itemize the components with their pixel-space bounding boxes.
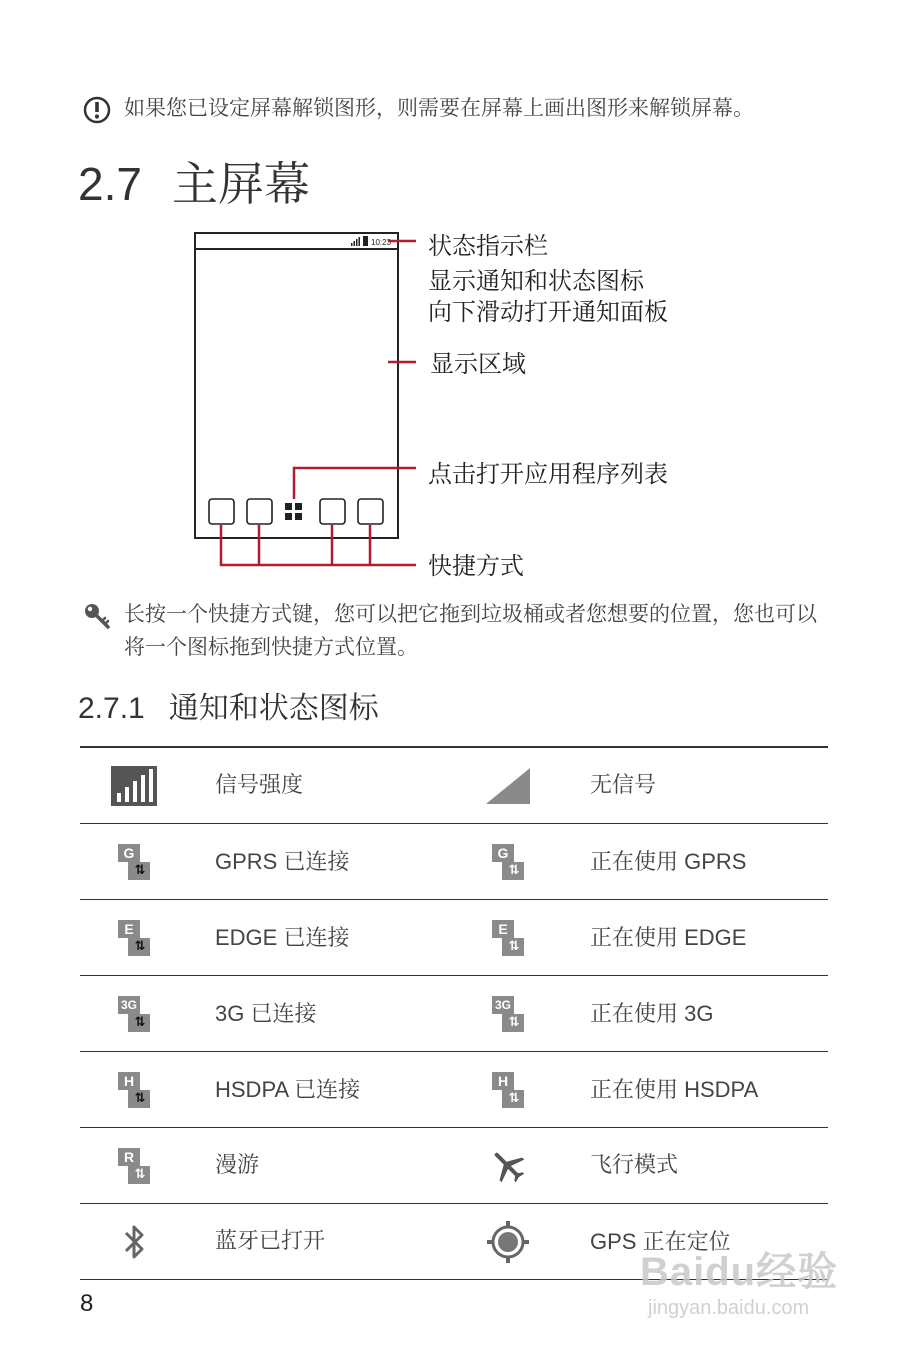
tip-note-text: 长按一个快捷方式键，您可以把它拖到垃圾桶或者您想要的位置，您也可以将一个图标拖到快捷方式位置。 bbox=[124, 602, 817, 659]
status-battery-icon bbox=[363, 236, 368, 246]
network-badge: R bbox=[118, 1148, 140, 1166]
shortcut-2 bbox=[247, 499, 272, 524]
label-status-desc2: 向下滑动打开通知面板 bbox=[428, 298, 668, 326]
roaming-icon: R ⇅ bbox=[104, 1128, 164, 1203]
edge-connected-icon: E ⇅ bbox=[104, 900, 164, 975]
baidu-watermark bbox=[640, 1240, 838, 1320]
subsection-heading bbox=[78, 683, 379, 727]
network-badge: 3G bbox=[118, 996, 140, 1014]
status-icon-table bbox=[80, 746, 828, 1280]
network-badge: G bbox=[118, 844, 140, 862]
network-badge: H bbox=[492, 1072, 514, 1090]
network-badge: E bbox=[492, 920, 514, 938]
section-number: 2.7 bbox=[78, 158, 142, 210]
bluetooth-icon bbox=[104, 1204, 164, 1279]
table-row bbox=[80, 1052, 828, 1128]
gprs-connected-icon: G ⇅ bbox=[104, 824, 164, 899]
table-row bbox=[80, 824, 828, 900]
table-cell-text: 信号强度 bbox=[215, 773, 304, 798]
table-cell-text: 正在使用 EDGE bbox=[590, 925, 747, 950]
label-app-list: 点击打开应用程序列表 bbox=[428, 460, 668, 488]
network-badge: 3G bbox=[492, 996, 514, 1014]
phone-screen bbox=[195, 233, 398, 538]
no-signal-icon bbox=[478, 748, 538, 823]
label-status-desc1: 显示通知和状态图标 bbox=[428, 267, 644, 295]
table-cell-text: GPRS 已连接 bbox=[215, 849, 350, 874]
table-cell-text: 正在使用 3G bbox=[590, 1001, 714, 1026]
label-status-bar: 状态指示栏 bbox=[428, 232, 548, 260]
table-cell-text: 飞行模式 bbox=[590, 1153, 679, 1178]
gprs-active-icon: G ⇅ bbox=[478, 824, 538, 899]
hsdpa-connected-icon: H ⇅ bbox=[104, 1052, 164, 1127]
label-shortcuts: 快捷方式 bbox=[428, 552, 524, 580]
table-cell-text: 3G 已连接 bbox=[215, 1001, 317, 1026]
home-screen-diagram bbox=[180, 222, 430, 582]
page-number: 8 bbox=[80, 1290, 94, 1317]
alert-icon bbox=[82, 95, 112, 125]
table-cell-text: EDGE 已连接 bbox=[215, 925, 350, 950]
gps-icon bbox=[478, 1204, 538, 1279]
shortcut-4 bbox=[358, 499, 383, 524]
table-cell-text: GPS 正在定位 bbox=[590, 1229, 731, 1254]
table-row bbox=[80, 900, 828, 976]
network-badge: E bbox=[118, 920, 140, 938]
table-cell-text: 漫游 bbox=[215, 1153, 260, 1178]
table-cell-text: HSDPA 已连接 bbox=[215, 1077, 361, 1102]
unlock-note-text: 如果您已设定屏幕解锁图形，则需要在屏幕上画出图形来解锁屏幕。 bbox=[124, 96, 754, 120]
section-heading bbox=[78, 148, 310, 214]
table-row bbox=[80, 746, 828, 824]
shortcut-1 bbox=[209, 499, 234, 524]
table-row bbox=[80, 976, 828, 1052]
tip-icon bbox=[82, 601, 114, 633]
airplane-icon bbox=[478, 1128, 538, 1203]
table-cell-text: 无信号 bbox=[590, 773, 657, 798]
section-title: 主屏幕 bbox=[171, 157, 310, 211]
unlock-note bbox=[82, 92, 822, 125]
subsection-number: 2.7.1 bbox=[78, 692, 145, 725]
watermark-brand: Baidu经验 bbox=[640, 1250, 839, 1294]
subsection-title: 通知和状态图标 bbox=[168, 691, 379, 726]
table-cell-text: 正在使用 GPRS bbox=[590, 849, 747, 874]
label-display-area: 显示区域 bbox=[430, 350, 526, 378]
signal-strength-icon bbox=[104, 748, 164, 823]
watermark-url: jingyan.baidu.com bbox=[648, 1297, 810, 1319]
hsdpa-active-icon: H ⇅ bbox=[478, 1052, 538, 1127]
3g-connected-icon: 3G ⇅ bbox=[104, 976, 164, 1051]
table-row bbox=[80, 1128, 828, 1204]
shortcut-3 bbox=[320, 499, 345, 524]
edge-active-icon: E ⇅ bbox=[478, 900, 538, 975]
table-cell-text: 正在使用 HSDPA bbox=[590, 1077, 759, 1102]
3g-active-icon: 3G ⇅ bbox=[478, 976, 538, 1051]
network-badge: G bbox=[492, 844, 514, 862]
table-cell-text: 蓝牙已打开 bbox=[215, 1229, 326, 1254]
network-badge: H bbox=[118, 1072, 140, 1090]
status-time: 10:23 bbox=[371, 238, 392, 247]
tip-note bbox=[82, 598, 822, 664]
